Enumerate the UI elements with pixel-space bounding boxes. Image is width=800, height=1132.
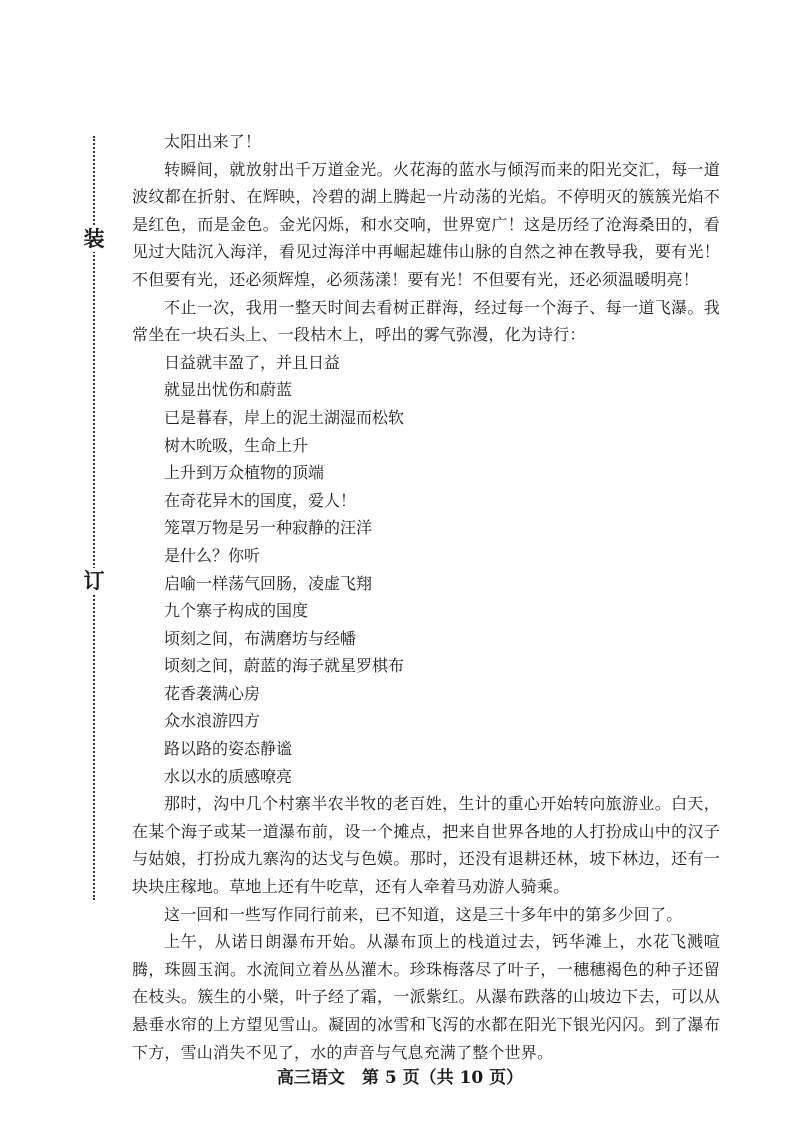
poem-line: 是什么？你听: [164, 545, 261, 565]
poem-line: 日益就丰盈了，并且日益: [164, 352, 341, 372]
poem-line: 顷刻之间，布满磨坊与经幡: [164, 628, 357, 648]
poem-line: 笼罩万物是另一种寂静的汪洋: [164, 518, 373, 538]
poem: [132, 349, 720, 791]
poem-line: 众水浪游四方: [164, 711, 261, 731]
poem-line: 启喻一样荡气回肠，凌虚飞翔: [164, 573, 373, 593]
poem-line: 九个寨子构成的国度: [164, 601, 309, 621]
poem-line: 水以水的质感嘹亮: [164, 766, 293, 786]
poem-line: 就显出忧伤和蔚蓝: [164, 380, 293, 400]
poem-line: 已是暮春，岸上的泥土湖湿而松软: [164, 407, 405, 427]
page-footer: 高三语文 第 5 页（共 10 页）: [276, 1068, 524, 1088]
binding-mark-top: 装: [83, 226, 105, 251]
poem-line: 上升到万众植物的顶端: [164, 463, 325, 483]
paragraph: 上午，从诺日朗瀑布开始。从瀑布顶上的栈道过去，钙华滩上，水花飞溅喧腾，珠圆玉润。水流间立着丛丛灌木。珍珠梅落尽了叶子，一穗穗褐色的种子还留在枝头。簇生的小檗，叶子经了霜，一派紫红。从瀑布跌落的山坡边下去，可以从悬垂水帘的上方望见雪山。凝固的冰雪和飞泻的水都在阳光下银光闪闪。到了瀑布下方，雪山消失不见了，水的声音与气息充满了整个世界。: [132, 932, 720, 1062]
poem-line: 路以路的姿态静谧: [164, 739, 293, 759]
article-body: [132, 128, 720, 1066]
paragraph: 那时，沟中几个村寨半农半牧的老百姓，生计的重心开始转向旅游业。白天，在某个海子或某一道瀑布前，设一个摊点，把来自世界各地的人打扮成山中的汉子与姑娘，打扮成九寨沟的达戈与色嫫。那时，还没有退耕还林，坡下林边，还有一块块庄稼地。草地上还有牛吃草，还有人牵着马劝游人骑乘。: [132, 794, 720, 897]
paragraph: 不止一次，我用一整天时间去看树正群海，经过每一个海子、每一道飞瀑。我常坐在一块石头上、一段枯木上，呼出的雾气弥漫，化为诗行：: [132, 297, 720, 345]
paragraph: 太阳出来了！: [164, 132, 262, 151]
poem-line: 花香袭满心房: [164, 683, 261, 703]
paragraph: 这一回和一些写作同行前来，已不知道，这是三十多年中的第多少回了。: [164, 904, 683, 924]
poem-line: 顷刻之间，蔚蓝的海子就星罗棋布: [164, 656, 405, 676]
poem-line: 在奇花异木的国度，爱人！: [164, 490, 357, 510]
paragraph: 转瞬间，就放射出千万道金光。火花海的蓝水与倾泻而来的阳光交汇，每一道波纹都在折射、在辉映，冷碧的湖上腾起一片动荡的光焰。不停明灭的簇簇光焰不是红色，而是金色。金光闪烁，和水交响，世界宽广！这是历经了沧海桑田的，看见过大陆沉入海洋，看见过海洋中再崛起雄伟山脉的自然之神在教导我，要有光！不但要有光，还必须辉煌，必须荡漾！要有光！不但要有光，还必须温暖明亮！: [132, 159, 720, 289]
poem-line: 树木吮吸，生命上升: [164, 435, 309, 455]
binding-mark-bottom: 订: [83, 568, 105, 593]
